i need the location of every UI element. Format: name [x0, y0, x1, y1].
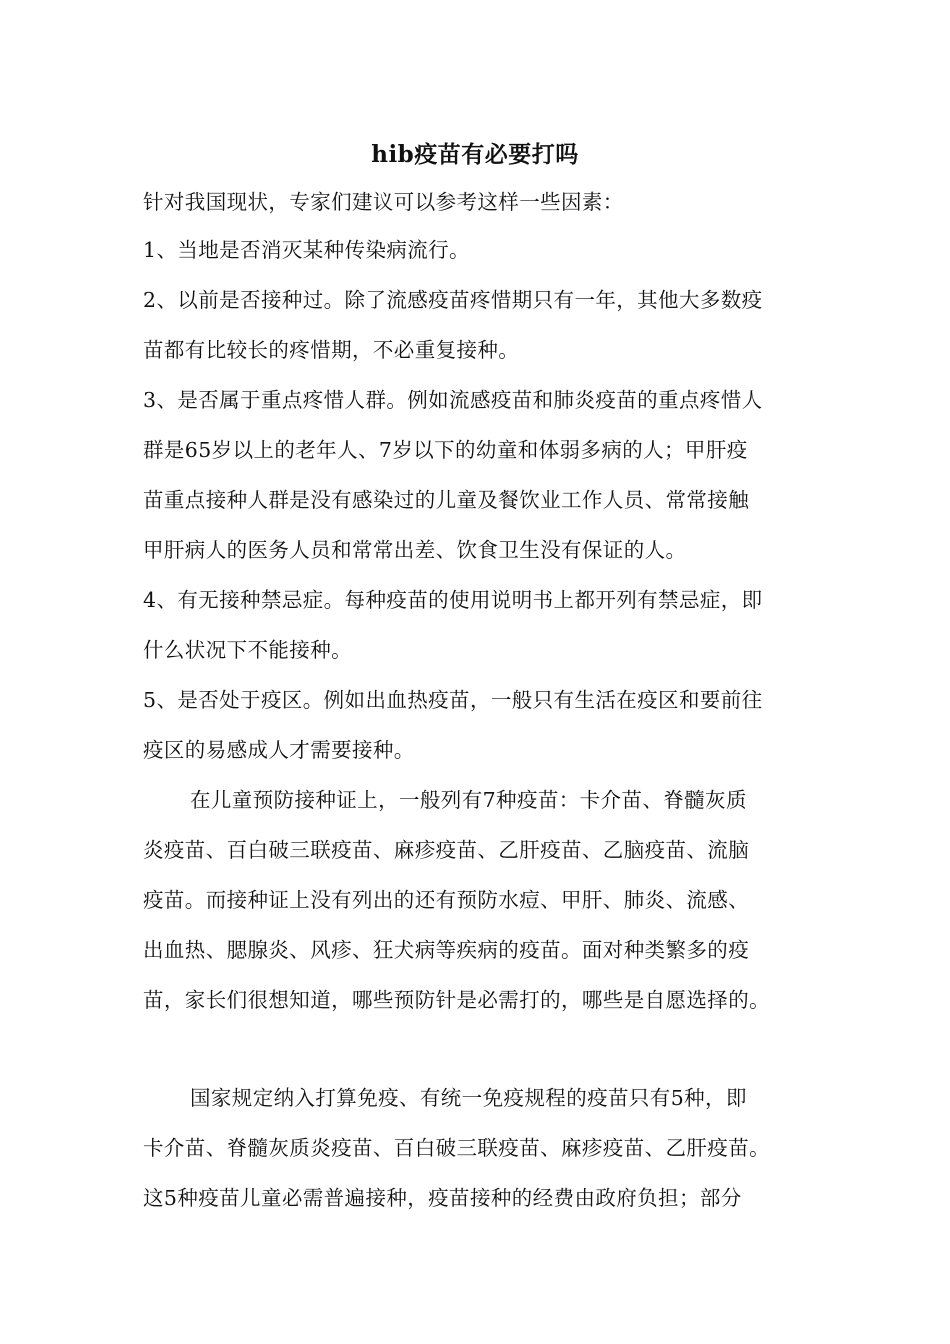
- paragraph-line: 这5种疫苗儿童必需普遍接种，疫苗接种的经费由政府负担；部分: [143, 1186, 742, 1210]
- paragraph-line: 针对我国现状，专家们建议可以参考这样一些因素：: [143, 190, 624, 214]
- paragraph-line: 出血热、腮腺炎、风疹、狂犬病等疾病的疫苗。面对种类繁多的疫: [143, 938, 750, 962]
- paragraph-line: 疫苗。而接种证上没有列出的还有预防水痘、甲肝、肺炎、流感、: [143, 888, 750, 912]
- paragraph-line: 什么状况下不能接种。: [143, 638, 352, 662]
- paragraph-line: 苗都有比较长的疼惜期，不必重复接种。: [143, 338, 520, 362]
- paragraph-line: 4、有无接种禁忌症。每种疫苗的使用说明书上都开列有禁忌症，即: [143, 588, 763, 612]
- paragraph-line: 群是65岁以上的老年人、7岁以下的幼童和体弱多病的人；甲肝疫: [143, 438, 748, 462]
- paragraph-line: 卡介苗、脊髓灰质炎疫苗、百白破三联疫苗、麻疹疫苗、乙肝疫苗。: [143, 1136, 770, 1160]
- paragraph-line: 3、是否属于重点疼惜人群。例如流感疫苗和肺炎疫苗的重点疼惜人: [143, 388, 763, 412]
- paragraph-line: 苗，家长们很想知道，哪些预防针是必需打的，哪些是自愿选择的。: [143, 988, 770, 1012]
- paragraph-line: 苗重点接种人群是没有感染过的儿童及餐饮业工作人员、常常接触: [143, 488, 750, 512]
- paragraph-line: 国家规定纳入打算免疫、有统一免疫规程的疫苗只有5种，即: [190, 1086, 747, 1110]
- paragraph-line: 1、当地是否消灭某种传染病流行。: [143, 238, 470, 262]
- paragraph-line: 2、以前是否接种过。除了流感疫苗疼惜期只有一年，其他大多数疫: [143, 288, 763, 312]
- paragraph-line: 炎疫苗、百白破三联疫苗、麻疹疫苗、乙肝疫苗、乙脑疫苗、流脑: [143, 838, 750, 862]
- paragraph-line: 5、是否处于疫区。例如出血热疫苗，一般只有生活在疫区和要前往: [143, 688, 763, 712]
- paragraph-line: 在儿童预防接种证上，一般列有7种疫苗：卡介苗、脊髓灰质: [190, 788, 747, 812]
- paragraph-line: 甲肝病人的医务人员和常常出差、饮食卫生没有保证的人。: [143, 538, 687, 562]
- paragraph-line: 疫区的易感成人才需要接种。: [143, 738, 415, 762]
- document-title: hib疫苗有必要打吗: [371, 141, 579, 168]
